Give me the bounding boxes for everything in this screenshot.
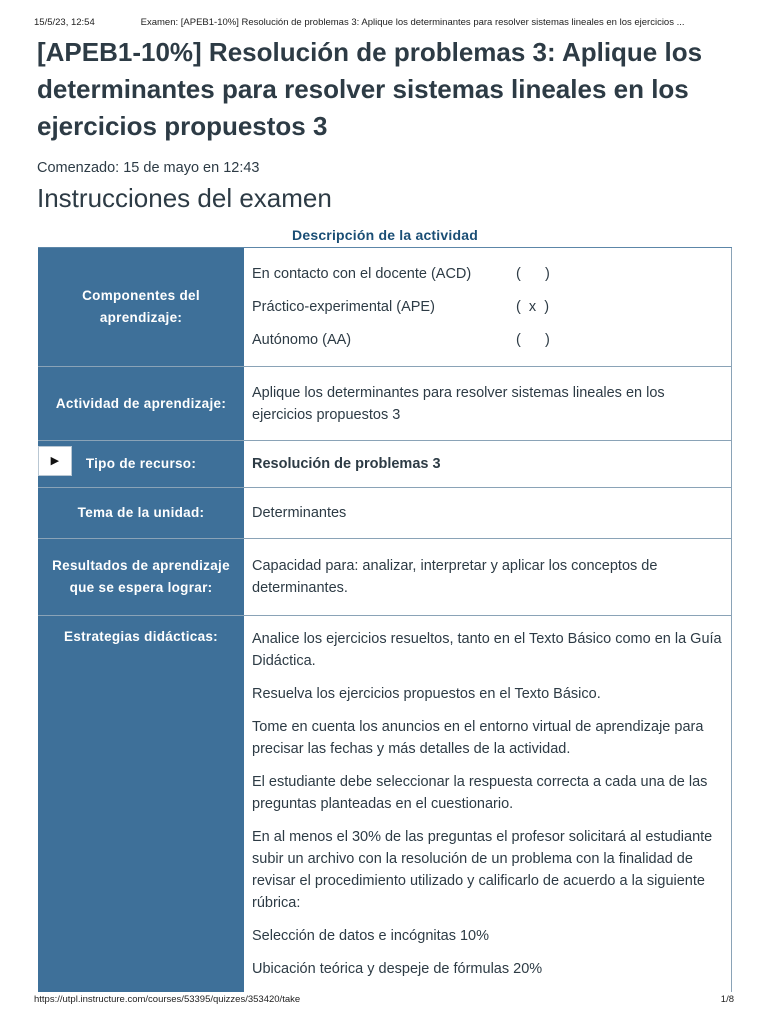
- activity-table: [38, 247, 732, 992]
- started-timestamp: Comenzado: 15 de mayo en 12:43: [37, 160, 260, 176]
- resource-label: Tipo de recurso:: [85, 456, 197, 471]
- topic-value: Determinantes: [245, 488, 732, 538]
- resource-label-cell: [38, 441, 245, 487]
- play-icon: ▶: [50, 455, 60, 467]
- print-timestamp: 15/5/23, 12:54: [34, 17, 95, 28]
- strategy-item: Analice los ejercicios resueltos, tanto en el Texto Básico como en la Guía Didáctica.: [252, 631, 722, 669]
- print-header: [34, 17, 754, 28]
- print-document-title: Examen: [APEB1-10%] Resolución de problemas 3: Aplique los determinantes para resolver sistemas lineales en los ejercicios ...: [140, 17, 685, 28]
- component-acd: [252, 258, 723, 291]
- outcomes-value: Capacidad para: analizar, interpretar y aplicar los conceptos de determinantes.: [245, 539, 732, 615]
- print-footer: [34, 994, 734, 1005]
- components-value: [245, 248, 732, 366]
- outcomes-label: Resultados de aprendizaje que se espera lograr:: [38, 539, 245, 615]
- row-activity: [38, 367, 732, 441]
- strategy-item: Resuelva los ejercicios propuestos en el Texto Básico.: [252, 686, 601, 702]
- strategy-item: Ubicación teórica y despeje de fórmulas 20%: [252, 961, 543, 977]
- component-mark: ( x ): [516, 299, 550, 315]
- print-url: https://utpl.instructure.com/courses/53395/quizzes/353420/take: [34, 994, 301, 1005]
- strategy-item: En al menos el 30% de las preguntas el profesor solicitará al estudiante subir un archivo con la resolución de un problema con la finalidad de revisar el procedimiento utilizado y calificarlo de acuerdo a la siguiente rúbrica:: [252, 829, 713, 911]
- row-strategies: [38, 616, 732, 992]
- row-resource: [38, 441, 732, 488]
- strategy-item: Tome en cuenta los anuncios en el entorno virtual de aprendizaje para precisar las fechas y más detalles de la actividad.: [252, 719, 704, 757]
- row-components: [38, 248, 732, 367]
- component-mark: ( ): [516, 332, 550, 348]
- strategy-item: Selección de datos e incógnitas 10%: [252, 928, 489, 944]
- page-number: 1/8: [720, 994, 734, 1005]
- quiz-title: [APEB1-10%] Resolución de problemas 3: Aplique los determinantes para resolver sistemas lineales en los ejercicios propuestos 3: [37, 37, 703, 141]
- strategies-value: [245, 616, 732, 992]
- activity-label: Actividad de aprendizaje:: [38, 367, 245, 440]
- components-label: Componentes del aprendizaje:: [38, 248, 245, 366]
- component-name: Autónomo (AA): [252, 332, 352, 348]
- instructions-heading: Instrucciones del examen: [37, 183, 332, 213]
- component-name: Práctico-experimental (APE): [252, 299, 435, 315]
- topic-label: Tema de la unidad:: [38, 488, 245, 538]
- play-button[interactable]: [38, 446, 72, 476]
- component-mark: ( ): [516, 266, 550, 282]
- activity-value: Aplique los determinantes para resolver sistemas lineales en los ejercicios propuestos 3: [245, 367, 732, 440]
- activity-table-caption: Descripción de la actividad: [292, 227, 478, 243]
- resource-value: Resolución de problemas 3: [245, 441, 732, 487]
- row-outcomes: [38, 539, 732, 616]
- strategy-item: El estudiante debe seleccionar la respuesta correcta a cada una de las preguntas planteadas en el cuestionario.: [252, 774, 708, 812]
- row-topic: [38, 488, 732, 539]
- strategies-label: Estrategias didácticas:: [38, 616, 245, 992]
- component-aa: [252, 324, 723, 357]
- component-name: En contacto con el docente (ACD): [252, 266, 472, 282]
- component-ape: [252, 291, 723, 324]
